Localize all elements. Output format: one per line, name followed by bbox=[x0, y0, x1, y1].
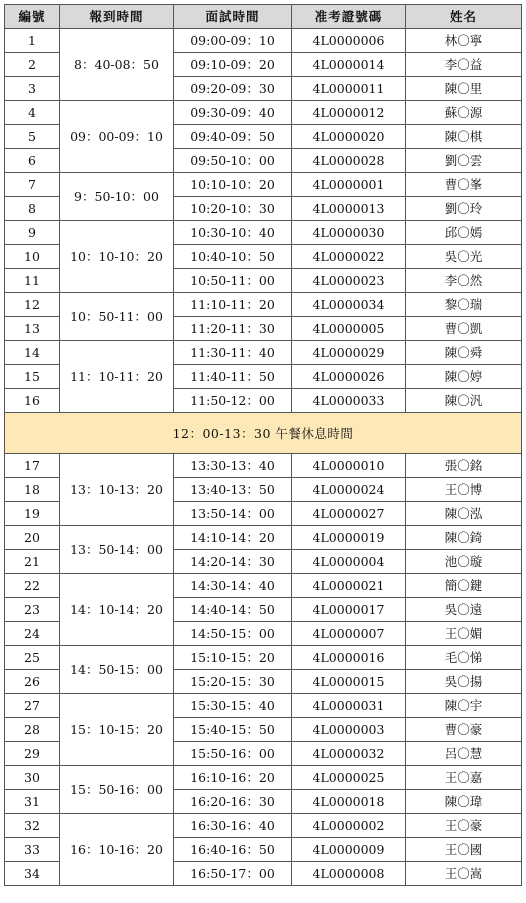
candidate-name-cell: 陳〇舜 bbox=[406, 341, 522, 365]
candidate-name-cell: 陳〇泓 bbox=[406, 502, 522, 526]
candidate-name-cell: 劉〇玲 bbox=[406, 197, 522, 221]
interview-time-cell: 10:50-11：00 bbox=[174, 269, 292, 293]
interview-time-cell: 16:50-17：00 bbox=[174, 862, 292, 886]
checkin-time-cell: 10：50-11：00 bbox=[60, 293, 174, 341]
candidate-name-cell: 林〇寧 bbox=[406, 29, 522, 53]
ticket-number-cell: 4L0000010 bbox=[292, 454, 406, 478]
row-number: 29 bbox=[5, 742, 60, 766]
row-number: 11 bbox=[5, 269, 60, 293]
ticket-number-cell: 4L0000032 bbox=[292, 742, 406, 766]
candidate-name-cell: 李〇益 bbox=[406, 53, 522, 77]
table-row bbox=[5, 101, 522, 125]
candidate-name-cell: 陳〇宇 bbox=[406, 694, 522, 718]
interview-time-cell: 11:30-11：40 bbox=[174, 341, 292, 365]
row-number: 32 bbox=[5, 814, 60, 838]
row-number: 6 bbox=[5, 149, 60, 173]
row-number: 30 bbox=[5, 766, 60, 790]
interview-time-cell: 13:30-13：40 bbox=[174, 454, 292, 478]
interview-time-cell: 09:40-09：50 bbox=[174, 125, 292, 149]
table-body bbox=[5, 29, 522, 886]
checkin-time-cell: 14：50-15：00 bbox=[60, 646, 174, 694]
checkin-time-cell: 15：10-15：20 bbox=[60, 694, 174, 766]
row-number: 12 bbox=[5, 293, 60, 317]
ticket-number-cell: 4L0000025 bbox=[292, 766, 406, 790]
checkin-time-cell: 8：40-08：50 bbox=[60, 29, 174, 101]
row-number: 20 bbox=[5, 526, 60, 550]
row-number: 9 bbox=[5, 221, 60, 245]
row-number: 25 bbox=[5, 646, 60, 670]
candidate-name-cell: 王〇嵩 bbox=[406, 862, 522, 886]
interview-time-cell: 09:50-10：00 bbox=[174, 149, 292, 173]
interview-time-cell: 14:20-14：30 bbox=[174, 550, 292, 574]
checkin-time-cell: 10：10-10：20 bbox=[60, 221, 174, 293]
ticket-number-cell: 4L0000015 bbox=[292, 670, 406, 694]
checkin-time-cell: 16：10-16：20 bbox=[60, 814, 174, 886]
row-number: 28 bbox=[5, 718, 60, 742]
row-number: 17 bbox=[5, 454, 60, 478]
ticket-number-cell: 4L0000019 bbox=[292, 526, 406, 550]
row-number: 14 bbox=[5, 341, 60, 365]
candidate-name-cell: 李〇然 bbox=[406, 269, 522, 293]
ticket-number-cell: 4L0000009 bbox=[292, 838, 406, 862]
row-number: 4 bbox=[5, 101, 60, 125]
table-row bbox=[5, 766, 522, 790]
row-number: 15 bbox=[5, 365, 60, 389]
table-row bbox=[5, 173, 522, 197]
ticket-number-cell: 4L0000026 bbox=[292, 365, 406, 389]
header-ticket-number: 准考證號碼 bbox=[292, 5, 406, 29]
interview-time-cell: 16:20-16：30 bbox=[174, 790, 292, 814]
row-number: 5 bbox=[5, 125, 60, 149]
candidate-name-cell: 王〇國 bbox=[406, 838, 522, 862]
interview-time-cell: 09:30-09：40 bbox=[174, 101, 292, 125]
interview-time-cell: 09:00-09：10 bbox=[174, 29, 292, 53]
interview-time-cell: 15:50-16：00 bbox=[174, 742, 292, 766]
interview-time-cell: 16:40-16：50 bbox=[174, 838, 292, 862]
ticket-number-cell: 4L0000013 bbox=[292, 197, 406, 221]
row-number: 10 bbox=[5, 245, 60, 269]
row-number: 3 bbox=[5, 77, 60, 101]
candidate-name-cell: 吳〇光 bbox=[406, 245, 522, 269]
candidate-name-cell: 邱〇嫣 bbox=[406, 221, 522, 245]
ticket-number-cell: 4L0000011 bbox=[292, 77, 406, 101]
candidate-name-cell: 毛〇悌 bbox=[406, 646, 522, 670]
interview-time-cell: 15:40-15：50 bbox=[174, 718, 292, 742]
row-number: 2 bbox=[5, 53, 60, 77]
checkin-time-cell: 13：10-13：20 bbox=[60, 454, 174, 526]
candidate-name-cell: 陳〇錡 bbox=[406, 526, 522, 550]
interview-time-cell: 11:50-12：00 bbox=[174, 389, 292, 413]
row-number: 18 bbox=[5, 478, 60, 502]
ticket-number-cell: 4L0000017 bbox=[292, 598, 406, 622]
interview-time-cell: 11:40-11：50 bbox=[174, 365, 292, 389]
candidate-name-cell: 王〇豪 bbox=[406, 814, 522, 838]
table-row bbox=[5, 341, 522, 365]
ticket-number-cell: 4L0000012 bbox=[292, 101, 406, 125]
header-checkin-time: 報到時間 bbox=[60, 5, 174, 29]
candidate-name-cell: 吳〇遠 bbox=[406, 598, 522, 622]
header-name: 姓名 bbox=[406, 5, 522, 29]
ticket-number-cell: 4L0000030 bbox=[292, 221, 406, 245]
checkin-time-cell: 9：50-10：00 bbox=[60, 173, 174, 221]
candidate-name-cell: 呂〇慧 bbox=[406, 742, 522, 766]
interview-time-cell: 14:50-15：00 bbox=[174, 622, 292, 646]
candidate-name-cell: 曹〇豪 bbox=[406, 718, 522, 742]
candidate-name-cell: 陳〇瑋 bbox=[406, 790, 522, 814]
ticket-number-cell: 4L0000007 bbox=[292, 622, 406, 646]
interview-time-cell: 13:40-13：50 bbox=[174, 478, 292, 502]
ticket-number-cell: 4L0000003 bbox=[292, 718, 406, 742]
candidate-name-cell: 張〇銘 bbox=[406, 454, 522, 478]
checkin-time-cell: 14：10-14：20 bbox=[60, 574, 174, 646]
candidate-name-cell: 黎〇瑞 bbox=[406, 293, 522, 317]
table-row bbox=[5, 646, 522, 670]
ticket-number-cell: 4L0000033 bbox=[292, 389, 406, 413]
interview-schedule-table bbox=[4, 4, 522, 886]
interview-time-cell: 14:30-14：40 bbox=[174, 574, 292, 598]
candidate-name-cell: 陳〇里 bbox=[406, 77, 522, 101]
row-number: 23 bbox=[5, 598, 60, 622]
ticket-number-cell: 4L0000021 bbox=[292, 574, 406, 598]
candidate-name-cell: 吳〇揚 bbox=[406, 670, 522, 694]
interview-time-cell: 10:40-10：50 bbox=[174, 245, 292, 269]
ticket-number-cell: 4L0000034 bbox=[292, 293, 406, 317]
table-row bbox=[5, 29, 522, 53]
ticket-number-cell: 4L0000024 bbox=[292, 478, 406, 502]
table-row bbox=[5, 694, 522, 718]
interview-time-cell: 14:40-14：50 bbox=[174, 598, 292, 622]
row-number: 34 bbox=[5, 862, 60, 886]
row-number: 16 bbox=[5, 389, 60, 413]
ticket-number-cell: 4L0000027 bbox=[292, 502, 406, 526]
table-row bbox=[5, 454, 522, 478]
interview-time-cell: 09:20-09：30 bbox=[174, 77, 292, 101]
candidate-name-cell: 陳〇棋 bbox=[406, 125, 522, 149]
row-number: 31 bbox=[5, 790, 60, 814]
interview-time-cell: 15:30-15：40 bbox=[174, 694, 292, 718]
row-number: 21 bbox=[5, 550, 60, 574]
candidate-name-cell: 王〇嘉 bbox=[406, 766, 522, 790]
header-interview-time: 面試時間 bbox=[174, 5, 292, 29]
candidate-name-cell: 陳〇婷 bbox=[406, 365, 522, 389]
candidate-name-cell: 王〇博 bbox=[406, 478, 522, 502]
ticket-number-cell: 4L0000005 bbox=[292, 317, 406, 341]
row-number: 26 bbox=[5, 670, 60, 694]
ticket-number-cell: 4L0000028 bbox=[292, 149, 406, 173]
candidate-name-cell: 池〇璇 bbox=[406, 550, 522, 574]
header-row bbox=[5, 5, 522, 29]
table-row bbox=[5, 221, 522, 245]
candidate-name-cell: 曹〇凱 bbox=[406, 317, 522, 341]
header-no: 編號 bbox=[5, 5, 60, 29]
lunch-break-row bbox=[5, 413, 522, 454]
table-row bbox=[5, 293, 522, 317]
checkin-time-cell: 13：50-14：00 bbox=[60, 526, 174, 574]
interview-time-cell: 11:10-11：20 bbox=[174, 293, 292, 317]
interview-time-cell: 10:10-10：20 bbox=[174, 173, 292, 197]
row-number: 33 bbox=[5, 838, 60, 862]
row-number: 8 bbox=[5, 197, 60, 221]
ticket-number-cell: 4L0000022 bbox=[292, 245, 406, 269]
ticket-number-cell: 4L0000014 bbox=[292, 53, 406, 77]
checkin-time-cell: 15：50-16：00 bbox=[60, 766, 174, 814]
candidate-name-cell: 曹〇峯 bbox=[406, 173, 522, 197]
ticket-number-cell: 4L0000001 bbox=[292, 173, 406, 197]
ticket-number-cell: 4L0000004 bbox=[292, 550, 406, 574]
ticket-number-cell: 4L0000002 bbox=[292, 814, 406, 838]
interview-time-cell: 15:20-15：30 bbox=[174, 670, 292, 694]
row-number: 27 bbox=[5, 694, 60, 718]
interview-time-cell: 14:10-14：20 bbox=[174, 526, 292, 550]
interview-time-cell: 11:20-11：30 bbox=[174, 317, 292, 341]
checkin-time-cell: 09：00-09：10 bbox=[60, 101, 174, 173]
candidate-name-cell: 王〇媚 bbox=[406, 622, 522, 646]
table-header bbox=[5, 5, 522, 29]
table-row bbox=[5, 526, 522, 550]
row-number: 7 bbox=[5, 173, 60, 197]
interview-time-cell: 16:30-16：40 bbox=[174, 814, 292, 838]
ticket-number-cell: 4L0000006 bbox=[292, 29, 406, 53]
lunch-break-label: 12：00-13：30 午餐休息時間 bbox=[5, 413, 522, 454]
interview-time-cell: 09:10-09：20 bbox=[174, 53, 292, 77]
candidate-name-cell: 陳〇汎 bbox=[406, 389, 522, 413]
row-number: 13 bbox=[5, 317, 60, 341]
interview-time-cell: 16:10-16：20 bbox=[174, 766, 292, 790]
ticket-number-cell: 4L0000020 bbox=[292, 125, 406, 149]
checkin-time-cell: 11：10-11：20 bbox=[60, 341, 174, 413]
ticket-number-cell: 4L0000029 bbox=[292, 341, 406, 365]
row-number: 19 bbox=[5, 502, 60, 526]
interview-time-cell: 15:10-15：20 bbox=[174, 646, 292, 670]
ticket-number-cell: 4L0000031 bbox=[292, 694, 406, 718]
ticket-number-cell: 4L0000008 bbox=[292, 862, 406, 886]
candidate-name-cell: 蘇〇源 bbox=[406, 101, 522, 125]
row-number: 1 bbox=[5, 29, 60, 53]
table-row bbox=[5, 814, 522, 838]
ticket-number-cell: 4L0000023 bbox=[292, 269, 406, 293]
interview-time-cell: 10:20-10：30 bbox=[174, 197, 292, 221]
row-number: 22 bbox=[5, 574, 60, 598]
interview-time-cell: 13:50-14：00 bbox=[174, 502, 292, 526]
row-number: 24 bbox=[5, 622, 60, 646]
table-row bbox=[5, 574, 522, 598]
ticket-number-cell: 4L0000016 bbox=[292, 646, 406, 670]
ticket-number-cell: 4L0000018 bbox=[292, 790, 406, 814]
candidate-name-cell: 簡〇鍵 bbox=[406, 574, 522, 598]
interview-time-cell: 10:30-10：40 bbox=[174, 221, 292, 245]
candidate-name-cell: 劉〇雲 bbox=[406, 149, 522, 173]
